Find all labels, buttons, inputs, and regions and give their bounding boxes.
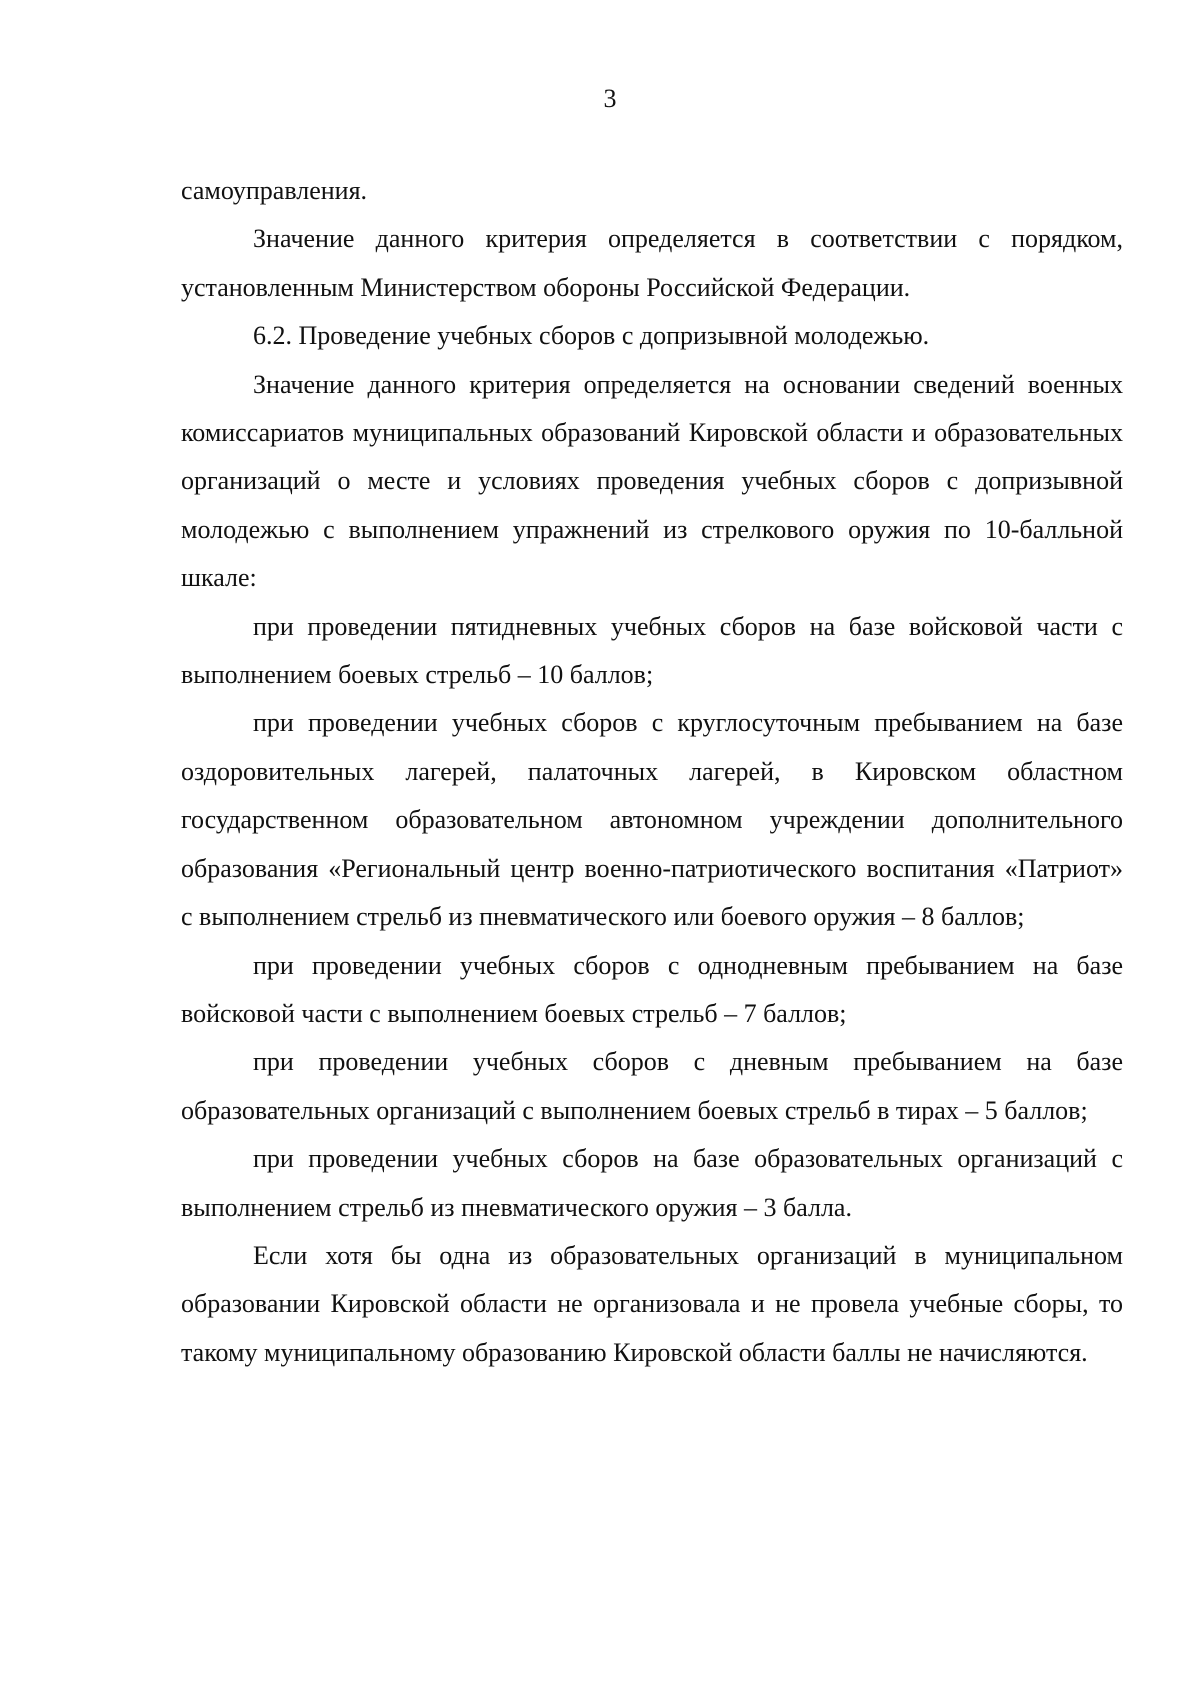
list-item-3-points: при проведении учебных сборов на базе образовательных организаций с выполнением стрельб из пневматического оружия – 3 балла.: [181, 1144, 1123, 1222]
paragraph-criterion-value-ministry: Значение данного критерия определяется в соответствии с порядком, установленным Министерством обороны Российской Федерации.: [181, 224, 1123, 302]
document-body: [181, 167, 1123, 1377]
section-heading-6-2: 6.2. Проведение учебных сборов с допризывной молодежью.: [253, 321, 930, 351]
paragraph-no-points-condition: Если хотя бы одна из образовательных организаций в муниципальном образовании Кировской области не организовала и не провела учебные сборы, то такому муниципальному образованию Кировской области баллы не начисляются.: [181, 1240, 1123, 1367]
page-number: 3: [603, 84, 617, 113]
list-item-5-points: при проведении учебных сборов с дневным пребыванием на базе образовательных организаций с выполнением боевых стрельб в тирах – 5 баллов;: [181, 1047, 1123, 1125]
list-item-8-points: при проведении учебных сборов с круглосуточным пребыванием на базе оздоровительных лагерей, палаточных лагерей, в Кировском областном государственном образовательном автономном учреждении дополнительного образования «Региональный центр военно-патриотического воспитания «Патриот» с выполнением стрельб из пневматического или боевого оружия – 8 баллов;: [181, 708, 1123, 932]
list-item-10-points: при проведении пятидневных учебных сборов на базе войсковой части с выполнением боевых стрельб – 10 баллов;: [181, 611, 1123, 690]
paragraph-continuation: самоуправления.: [181, 176, 368, 205]
list-item-7-points: при проведении учебных сборов с однодневным пребыванием на базе войсковой части с выполнением боевых стрельб – 7 баллов;: [181, 950, 1123, 1028]
paragraph-criterion-basis: Значение данного критерия определяется на основании сведений военных комиссариатов муниципальных образований Кировской области и образовательных организаций о месте и условиях проведения учебных сборов с допризывной молодежью с выполнением упражнений из стрелкового оружия по 10-балльной шкале:: [181, 369, 1123, 593]
